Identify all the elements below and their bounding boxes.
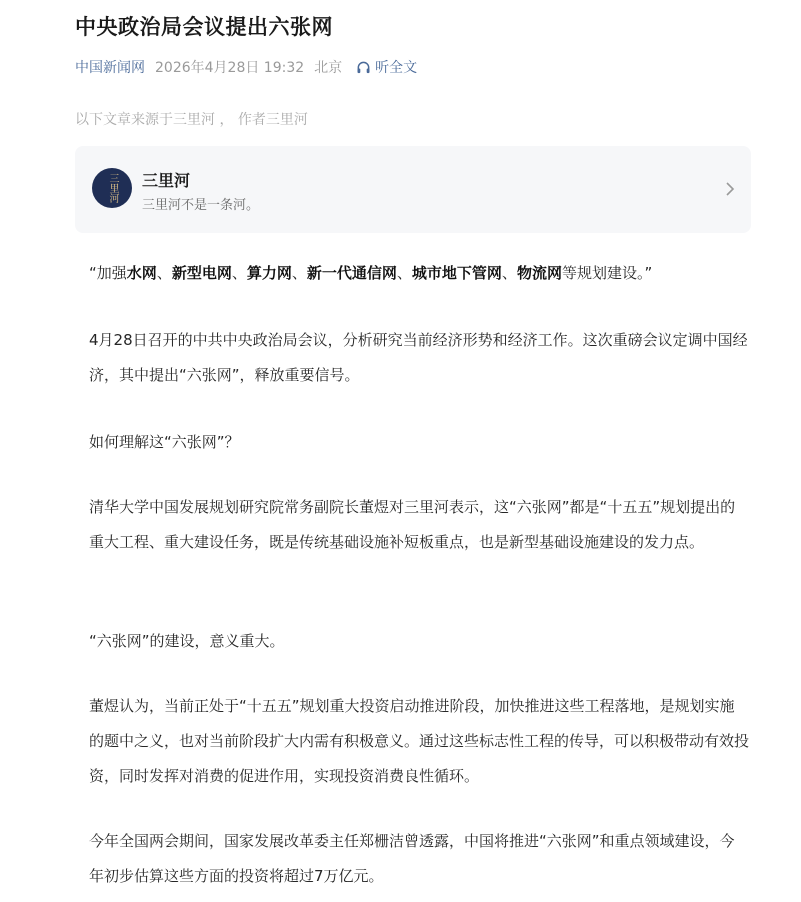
bold-term: 新型电网 xyxy=(171,264,232,282)
publish-location: 北京 xyxy=(314,60,343,76)
bold-term: 城市地下管网 xyxy=(411,264,502,282)
text-run: 等规划建设。” xyxy=(561,264,653,282)
paragraph-2: 4月28日召开的中共中央政治局会议，分析研究当前经济形势和经济工作。这次重磅会议定调中国经济，其中提出“六张网”，释放重要信号。 xyxy=(89,331,748,384)
text-run: 、 xyxy=(291,264,307,282)
text-run: 、 xyxy=(156,264,172,282)
text-run: 、 xyxy=(396,264,412,282)
text-run: 、 xyxy=(501,264,517,282)
headphones-icon xyxy=(356,60,371,75)
paragraph-6: 董煜认为，当前正处于“十五五”规划重大投资启动推进阶段，加快推进这些工程落地，是规划实施的题中之义，也对当前阶段扩大内需有积极意义。通过这些标志性工程的传导，可以积极带动有效投资，同时发挥对消费的促进作用，实现投资消费良性循环。 xyxy=(89,697,750,785)
account-card[interactable] xyxy=(75,146,751,233)
source-link[interactable]: 中国新闻网 xyxy=(75,60,145,76)
bold-term: 水网 xyxy=(126,264,157,282)
paragraph-4: 清华大学中国发展规划研究院常务副院长董煜对三里河表示，这“六张网”都是“十五五”规划提出的重大工程、重大建设任务，既是传统基础设施补短板重点，也是新型基础设施建设的发力点。 xyxy=(89,498,736,551)
bold-term: 新一代通信网 xyxy=(306,264,397,282)
paragraph-5: “六张网”的建设，意义重大。 xyxy=(89,632,285,650)
account-description: 三里河不是一条河。 xyxy=(142,198,260,213)
paragraph-3: 如何理解这“六张网”？ xyxy=(89,433,240,451)
account-name: 三里河 xyxy=(142,171,191,190)
listen-label: 听全文 xyxy=(375,60,418,76)
paragraph-quote xyxy=(89,256,749,291)
publish-datetime: 2026年4月28日 19:32 xyxy=(155,60,305,76)
chevron-right-icon xyxy=(725,181,735,197)
article-meta xyxy=(75,57,417,77)
bold-term: 物流网 xyxy=(516,264,562,282)
avatar-text: 三里河 xyxy=(107,173,118,203)
article-title: 中央政治局会议提出六张网 xyxy=(75,15,333,39)
bold-term: 算力网 xyxy=(246,264,292,282)
origin-note: 以下文章来源于三里河 ， 作者三里河 xyxy=(75,112,308,128)
listen-button[interactable] xyxy=(356,57,417,77)
avatar xyxy=(92,168,132,208)
paragraph-7: 今年全国两会期间，国家发展改革委主任郑栅洁曾透露，中国将推进“六张网”和重点领域建设，今年初步估算这些方面的投资将超过7万亿元。 xyxy=(89,832,735,885)
text-run: “加强 xyxy=(89,264,127,282)
text-run: 、 xyxy=(231,264,247,282)
